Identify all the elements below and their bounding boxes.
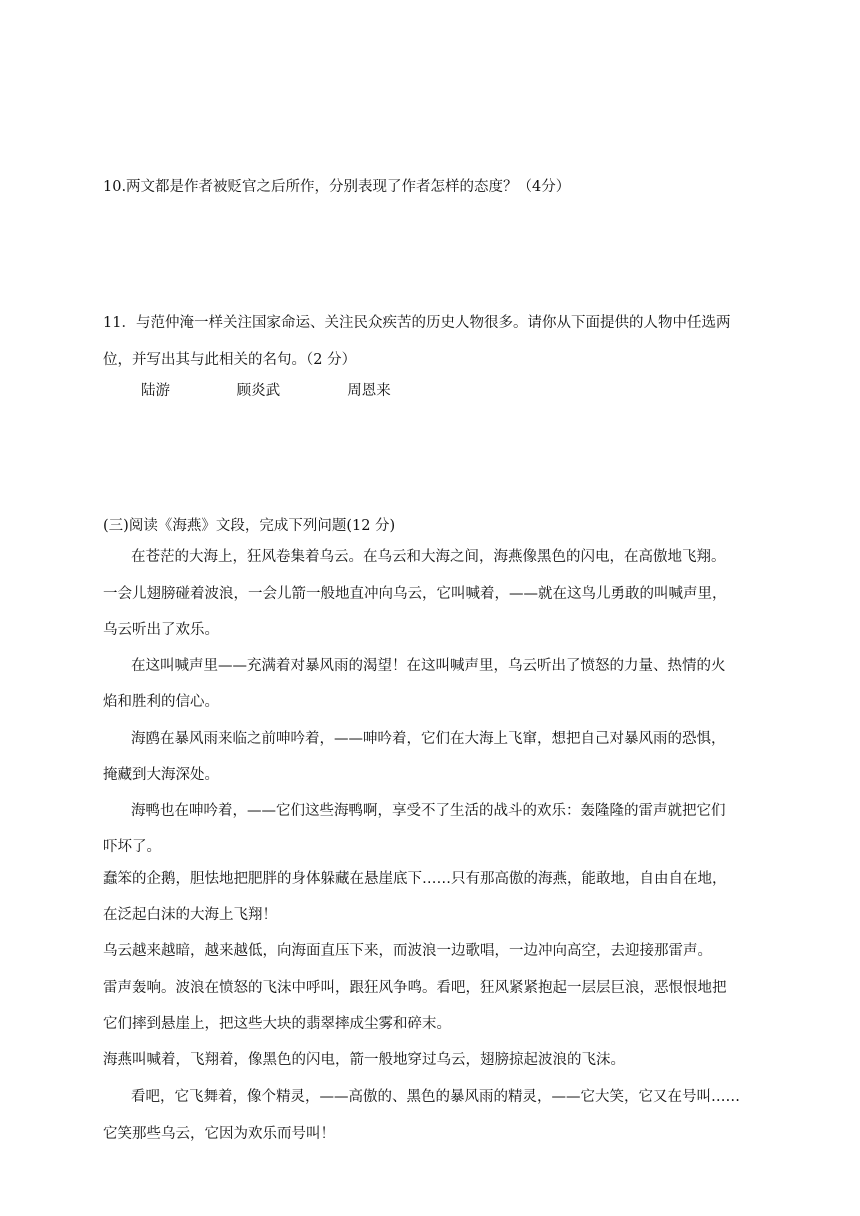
name-zhou-enlai: 周恩来 (347, 383, 391, 399)
passage-line-11: 在泛起白沫的大海上飞翔！ (103, 907, 277, 923)
passage-line-3: 乌云听出了欢乐。 (103, 622, 219, 638)
passage-line-2: 一会儿翅膀碰着波浪，一会儿箭一般地直冲向乌云，它叫喊着，——就在这鸟儿勇敢的叫喊声里， (103, 586, 727, 602)
passage-line-5: 焰和胜利的信心。 (103, 694, 219, 710)
passage-line-8: 海鸭也在呻吟着，——它们这些海鸭啊，享受不了生活的战斗的欢乐：轰隆隆的雷声就把它们 (131, 803, 726, 819)
passage-line-13: 雷声轰响。波浪在愤怒的飞沫中呼叫，跟狂风争鸣。看吧，狂风紧紧抱起一层层巨浪，恶恨恨地把 (103, 980, 727, 996)
passage-line-12: 乌云越来越暗，越来越低，向海面直压下来，而波浪一边歌唱，一边冲向高空，去迎接那雷声。 (103, 943, 712, 959)
passage-line-17: 它笑那些乌云，它因为欢乐而号叫！ (103, 1126, 335, 1142)
candidate-names (141, 381, 391, 401)
section-3-heading: (三)阅读《海燕》文段，完成下列问题(12 分) (103, 518, 396, 534)
passage-line-15: 海燕叫喊着，飞翔着，像黑色的闪电，箭一般地穿过乌云，翅膀掠起波浪的飞沫。 (103, 1052, 625, 1068)
passage-line-7: 掩藏到大海深处。 (103, 767, 219, 783)
name-gu-yanwu: 顾炎武 (236, 383, 281, 399)
passage-line-14: 它们摔到悬崖上，把这些大块的翡翠摔成尘雾和碎末。 (103, 1016, 451, 1032)
passage-line-9: 吓坏了。 (103, 839, 161, 855)
passage-line-16: 看吧，它飞舞着，像个精灵，——高傲的、黑色的暴风雨的精灵，——它大笑，它又在号叫…… (131, 1089, 740, 1105)
passage-line-6: 海鸥在暴风雨来临之前呻吟着，——呻吟着，它们在大海上飞窜，想把自己对暴风雨的恐惧， (131, 731, 726, 747)
passage-line-10: 蠢笨的企鹅，胆怯地把肥胖的身体躲藏在悬崖底下……只有那高傲的海燕，能敢地，自由自在地， (103, 871, 727, 887)
question-11-line-1: 11．与范仲淹一样关注国家命运、关注民众疾苦的历史人物很多。请你从下面提供的人物中任选两 (103, 315, 731, 331)
passage-line-1: 在苍茫的大海上，狂风卷集着乌云。在乌云和大海之间，海燕像黑色的闪电，在高傲地飞翔。 (131, 549, 726, 565)
question-11-line-2: 位，并写出其与此相关的名句。（2 分） (103, 352, 357, 368)
question-10: 10.两文都是作者被贬官之后所作，分别表现了作者怎样的态度？（4分） (103, 179, 571, 195)
name-lu-you: 陆游 (141, 383, 170, 399)
passage-line-4: 在这叫喊声里——充满着对暴风雨的渴望！在这叫喊声里，乌云听出了愤怒的力量、热情的火 (131, 658, 726, 674)
